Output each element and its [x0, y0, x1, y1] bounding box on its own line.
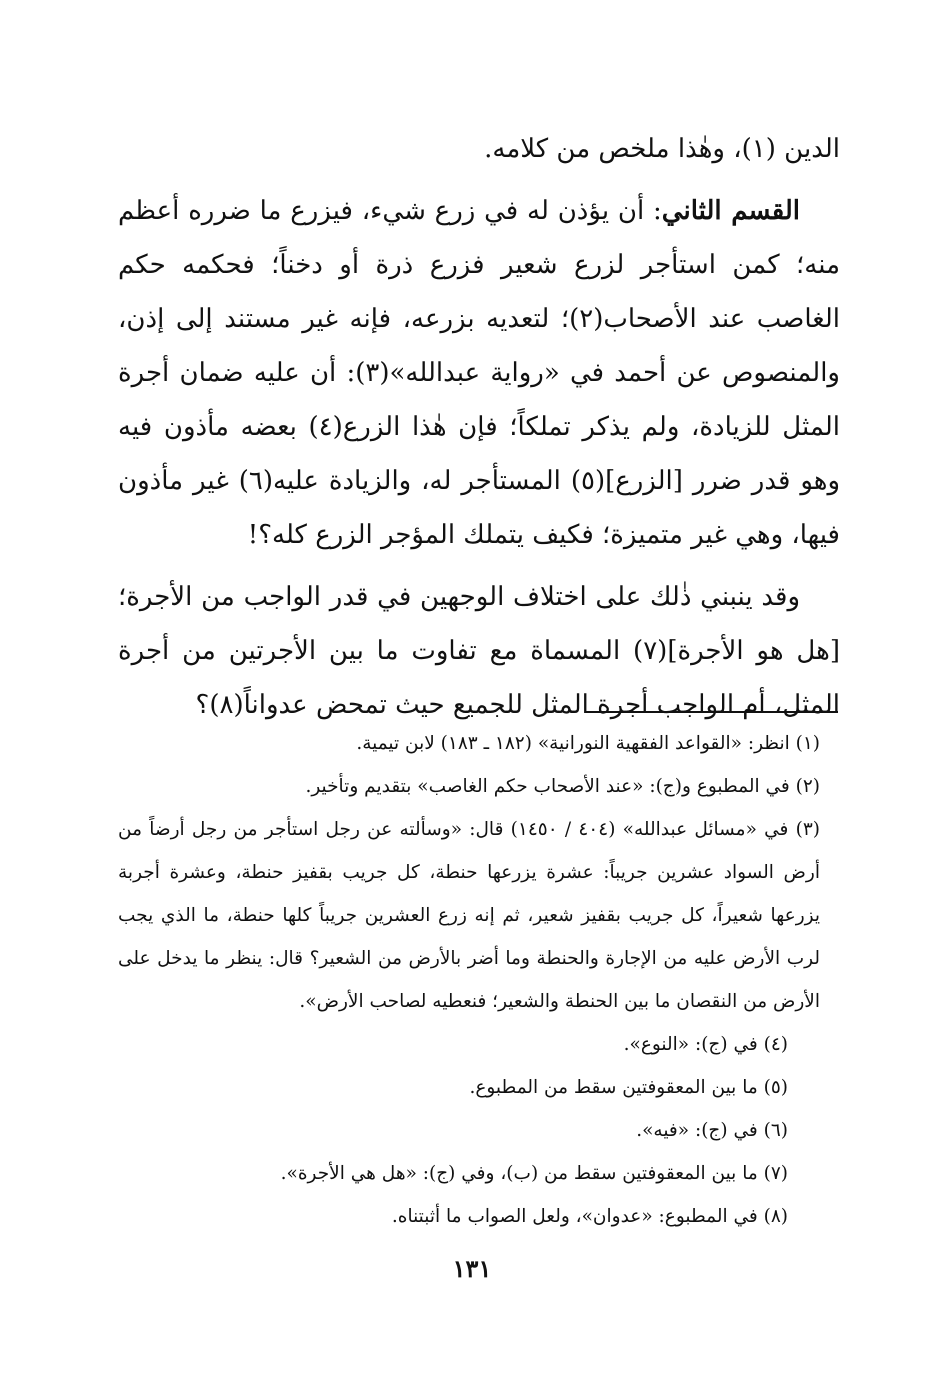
page-number: ١٣١ [452, 1254, 492, 1283]
paragraph-2 [118, 184, 840, 562]
paragraph-1: الدين (١)، وهٰذا ملخص من كلامه. [484, 134, 840, 164]
paragraph-3: وقد ينبني ذٰلك على اختلاف الوجهين في قدر الواجب من الأجرة؛ [هل هو الأجرة](٧) المسماة مع تفاوت ما بين الأجرتين من أجرة المثل، أم الواجب أجرة المثل للجميع حيث تمحض عدواناً(٨)؟ [118, 582, 840, 720]
paragraph-2-text: : أن يؤذن له في زرع شيء، فيزرع ما ضرره أعظم منه؛ كمن استأجر لزرع شعير فزرع ذرة أو دخناً؛ فحكمه حكم الغاصب عند الأصحاب(٢)؛ لتعديه بزرعه، فإنه غير مستند إلى إذن، والمنصوص عن أحمد في «رواية عبدالله»(٣): أن عليه ضمان أجرة المثل للزيادة، ولم يذكر تملكاً؛ فإن هٰذا الزرع(٤) بعضه مأذون فيه وهو قدر ضرر [الزرع](٥) المستأجر له، والزيادة عليه(٦) غير مأذون فيها، وهي غير متميزة؛ فكيف يتملك المؤجر الزرع كله؟! [118, 196, 841, 550]
main-text [118, 122, 840, 732]
footnote-1: (١) انظر: «القواعد الفقهية النورانية» (١٨٢ ـ ١٨٣) لابن تيمية. [356, 733, 820, 754]
footnote-5: (٥) ما بين المعقوفتين سقط من المطبوع. [469, 1077, 788, 1098]
footnote-7: (٧) ما بين المعقوفتين سقط من (ب)، وفي (ج): «هل هي الأجرة». [280, 1163, 788, 1184]
footnote-4: (٤) في (ج): «النوع». [623, 1034, 788, 1055]
footnote-2: (٢) في المطبوع و(ج): «عند الأصحاب حكم الغاصب» بتقديم وتأخير. [305, 776, 820, 797]
footnote-divider [586, 711, 838, 713]
footnotes [118, 722, 840, 1238]
section-heading-term: القسم الثاني [661, 196, 801, 226]
footnote-3: (٣) في «مسائل عبدالله» (٤٠٤ / ١٤٥٠) قال: «وسألته عن رجل استأجر من رجل أرضاً من أرض السواد عشرين جريباً: عشرة يزرعها حنطة، كل جريب بقفيز حنطة، وعشرة أجربة يزرعها شعيراً، كل جريب بقفيز شعير، ثم إنه زرع العشرين جريباً كلها حنطة، ما الذي يجب لرب الأرض عليه من الإجارة والحنطة وما أضر بالأرض من الشعير؟ قال: ينظر ما يدخل على الأرض من النقصان ما بين الحنطة والشعير؛ فنعطيه لصاحب الأرض». [118, 819, 821, 1012]
footnote-6: (٦) في (ج): «فيه». [636, 1120, 788, 1141]
footnote-8: (٨) في المطبوع: «عدوان»، ولعل الصواب ما أثبتناه. [391, 1206, 788, 1227]
